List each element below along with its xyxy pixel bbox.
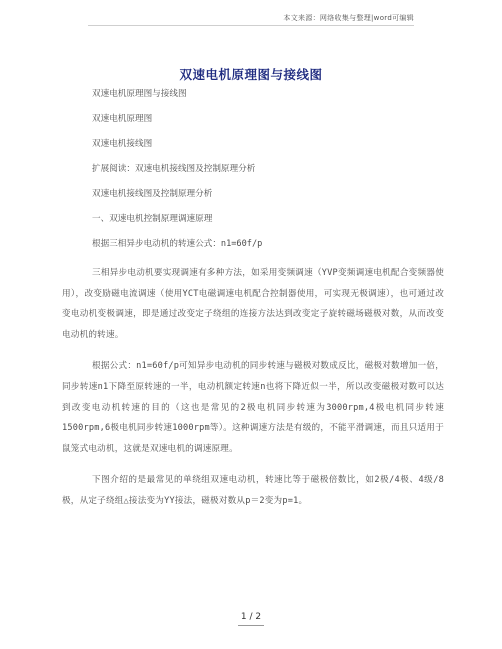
paragraph: 三相异步电动机要实现调速有多种方法，如采用变频调速（YVP变频调速电机配合变频器使用），改变励磁电流调速（使用YCT电磁调速电机配合控制器使用，可实现无极调速），也可通过改变电动机变极调速，即是通过改变定子绕组的连接方法达到改变定子旋转磁场磁极对数，从而改变电动机的转速。 <box>62 268 444 340</box>
text-line: 双速电机接线图及控制原理分析 <box>92 189 213 199</box>
document-body <box>62 88 444 523</box>
paragraph: 下图介绍的是最常见的单绕组双速电动机，转速比等于磁极倍数比，如2极/4极、4级/8极，从定子绕组△接法变为YY接法，磁极对数从p＝2变为p=1。 <box>62 475 444 506</box>
page-number: 1 / 2 <box>240 612 262 622</box>
formula-line: 根据三相异步电动机的转速公式：n1=60f/p <box>92 239 263 249</box>
text-line: 双速电机原理图 <box>92 114 153 124</box>
text-line: 扩展阅读：双速电机接线图及控制原理分析 <box>92 164 256 174</box>
paragraph: 根据公式：n1=60f/p可知异步电动机的同步转速与磁极对数成反比，磁极对数增加一倍，同步转速n1下降至原转速的一半，电动机额定转速n也将下降近似一半，所以改变磁极对数可以达到改变电动机转速的目的（这也是常见的2极电机同步转速为3000rpm,4极电机同步转速1500rpm,6极电机同步转速1000rpm等）。这种调速方法是有级的，不能平滑调速，而且只适用于鼠笼式电动机，这就是双速电机的调速原理。 <box>62 361 444 454</box>
section-heading: 一、双速电机控制原理调速原理 <box>92 214 213 224</box>
text-line: 双速电机接线图 <box>92 139 153 149</box>
text-line: 双速电机原理图与接线图 <box>92 89 187 99</box>
source-note: 本文来源：网络收集与整理|word可编辑 <box>283 14 414 22</box>
document-title: 双速电机原理图与接线图 <box>179 67 323 82</box>
footer-divider <box>238 625 264 626</box>
header-divider <box>88 25 414 26</box>
